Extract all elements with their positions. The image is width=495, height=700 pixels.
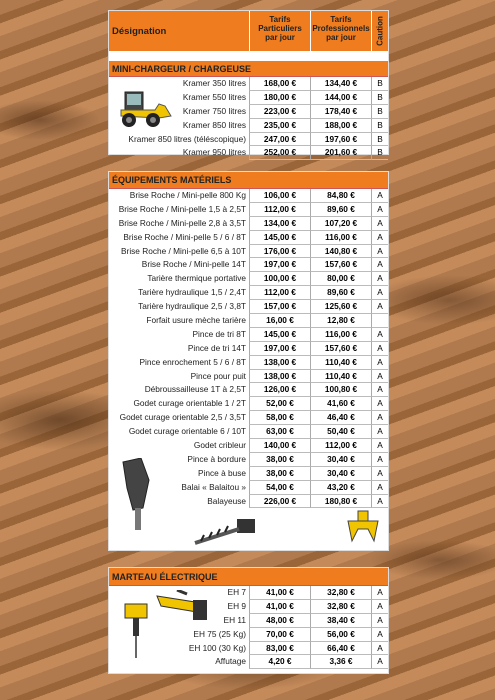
table-row (109, 286, 388, 300)
section-title: ÉQUIPEMENTS MATÉRIELS (109, 172, 388, 189)
caution-code: B (371, 77, 388, 91)
item-name: Tarière hydraulique 2,5 / 3,8T (138, 301, 246, 312)
item-name: Forfait usure mèche tarière (146, 315, 246, 326)
header-designation: Désignation (112, 26, 167, 37)
item-name: Brise Roche / Mini-pelle 6,5 à 10T (121, 245, 246, 256)
table-row (109, 203, 388, 217)
header-part-line3: par jour (265, 33, 295, 42)
caution-code: A (371, 467, 388, 481)
price-professionnels: 116,00 € (310, 328, 371, 342)
price-particuliers: 112,00 € (249, 203, 310, 217)
caution-code: A (371, 300, 388, 314)
table-row (109, 342, 388, 356)
demolition-hammer-image (117, 590, 217, 666)
price-professionnels: 107,20 € (310, 217, 371, 231)
price-professionnels: 157,60 € (310, 258, 371, 272)
item-name: EH 9 (227, 600, 246, 611)
table-row (109, 314, 388, 328)
price-particuliers: 38,00 € (249, 453, 310, 467)
price-particuliers: 145,00 € (249, 328, 310, 342)
caution-code: B (371, 105, 388, 119)
section-title: MARTEAU ÉLECTRIQUE (109, 568, 388, 586)
header-caution (371, 11, 388, 51)
price-particuliers: 145,00 € (249, 231, 310, 245)
caution-code: A (371, 481, 388, 495)
price-professionnels: 32,80 € (310, 586, 371, 600)
item-name: EH 75 (25 Kg) (193, 628, 246, 639)
header-pro-line3: par jour (326, 33, 356, 42)
price-professionnels: 3,36 € (310, 655, 371, 669)
price-professionnels: 180,80 € (310, 495, 371, 509)
price-particuliers: 16,00 € (249, 314, 310, 328)
grab-image (344, 509, 382, 545)
item-name: Godet curage orientable 6 / 10T (128, 426, 246, 437)
caution-code: A (371, 586, 388, 600)
price-particuliers: 100,00 € (249, 272, 310, 286)
price-professionnels: 100,80 € (310, 383, 371, 397)
caution-code: A (371, 245, 388, 259)
section-title: MINI-CHARGEUR / CHARGEUSE (109, 61, 388, 77)
price-particuliers: 168,00 € (249, 77, 310, 91)
caution-code: A (371, 217, 388, 231)
price-professionnels: 12,80 € (310, 314, 371, 328)
caution-code (371, 314, 388, 328)
price-particuliers: 157,00 € (249, 300, 310, 314)
caution-code: A (371, 356, 388, 370)
price-professionnels: 89,60 € (310, 286, 371, 300)
table-row (109, 356, 388, 370)
caution-code: A (371, 495, 388, 509)
price-professionnels: 66,40 € (310, 642, 371, 656)
auger-image (193, 517, 259, 547)
price-professionnels: 46,40 € (310, 411, 371, 425)
item-name: EH 7 (227, 587, 246, 597)
price-professionnels: 80,00 € (310, 272, 371, 286)
price-professionnels: 188,00 € (310, 119, 371, 133)
item-name: Brise Roche / Mini-pelle 2,8 à 3,5T (118, 217, 246, 228)
price-particuliers: 235,00 € (249, 119, 310, 133)
caution-code: A (371, 370, 388, 384)
table-row (109, 258, 388, 272)
price-particuliers: 41,00 € (249, 600, 310, 614)
price-particuliers: 252,00 € (249, 146, 310, 160)
table-row (109, 146, 388, 160)
item-name: EH 100 (30 Kg) (188, 642, 246, 653)
caution-code: A (371, 397, 388, 411)
price-particuliers: 138,00 € (249, 370, 310, 384)
caution-code: A (371, 614, 388, 628)
price-particuliers: 83,00 € (249, 642, 310, 656)
item-name: Brise Roche / Mini-pelle 1,5 à 2,5T (118, 203, 246, 214)
header-caution-label: Caution (375, 16, 385, 46)
table-row (109, 439, 388, 453)
price-professionnels: 84,80 € (310, 189, 371, 203)
caution-code: A (371, 439, 388, 453)
item-name: Balai « Balaitou » (181, 481, 246, 492)
caution-code: B (371, 146, 388, 160)
caution-code: A (371, 203, 388, 217)
header-particuliers (249, 11, 310, 51)
price-professionnels: 41,60 € (310, 397, 371, 411)
price-particuliers: 112,00 € (249, 286, 310, 300)
item-name: Pince de tri 8T (192, 328, 246, 339)
caution-code: A (371, 231, 388, 245)
price-particuliers: 52,00 € (249, 397, 310, 411)
item-name: Godet curage orientable 2,5 / 3,5T (119, 412, 246, 423)
price-particuliers: 176,00 € (249, 245, 310, 259)
price-professionnels: 178,40 € (310, 105, 371, 119)
price-professionnels: 110,40 € (310, 356, 371, 370)
item-name: Pince à bordure (187, 453, 246, 464)
item-name: EH 11 (223, 614, 246, 625)
price-professionnels: 50,40 € (310, 425, 371, 439)
price-professionnels: 56,00 € (310, 628, 371, 642)
price-particuliers: 134,00 € (249, 217, 310, 231)
table-row (109, 397, 388, 411)
price-professionnels: 157,60 € (310, 342, 371, 356)
table-row (109, 425, 388, 439)
table-row (109, 300, 388, 314)
price-particuliers: 247,00 € (249, 133, 310, 147)
caution-code: A (371, 286, 388, 300)
table-row (109, 217, 388, 231)
item-name: Brise Roche / Mini-pelle 5 / 6 / 8T (123, 231, 246, 242)
price-professionnels: 112,00 € (310, 439, 371, 453)
item-name: Pince pour puit (190, 370, 246, 381)
table-row (109, 328, 388, 342)
price-particuliers: 223,00 € (249, 105, 310, 119)
item-name: Godet cribleur (193, 440, 246, 451)
price-professionnels: 116,00 € (310, 231, 371, 245)
table-row (109, 245, 388, 259)
price-particuliers: 63,00 € (249, 425, 310, 439)
header-pro-line2: Professionnels (312, 24, 370, 33)
price-particuliers: 197,00 € (249, 258, 310, 272)
price-professionnels: 43,20 € (310, 481, 371, 495)
item-name: Kramer 750 litres (182, 105, 246, 116)
price-particuliers: 54,00 € (249, 481, 310, 495)
price-professionnels: 89,60 € (310, 203, 371, 217)
column-header-row (109, 11, 388, 51)
price-particuliers: 126,00 € (249, 383, 310, 397)
item-name: Brise Roche / Mini-pelle 14T (141, 259, 246, 270)
header-professionnels (310, 11, 371, 51)
caution-code: A (371, 453, 388, 467)
table-marteau (108, 567, 389, 674)
caution-code: A (371, 272, 388, 286)
caution-code: A (371, 328, 388, 342)
price-particuliers: 180,00 € (249, 91, 310, 105)
price-particuliers: 138,00 € (249, 356, 310, 370)
caution-code: A (371, 425, 388, 439)
price-particuliers: 48,00 € (249, 614, 310, 628)
price-particuliers: 226,00 € (249, 495, 310, 509)
table-row (109, 231, 388, 245)
rock-breaker-image (119, 458, 153, 532)
table-row (109, 189, 388, 203)
price-professionnels: 140,80 € (310, 245, 371, 259)
price-particuliers: 197,00 € (249, 342, 310, 356)
price-particuliers: 58,00 € (249, 411, 310, 425)
table-row (109, 411, 388, 425)
item-name: Kramer 950 litres (182, 147, 246, 158)
price-particuliers: 41,00 € (249, 586, 310, 600)
caution-code: B (371, 133, 388, 147)
item-name: Pince à buse (198, 467, 246, 478)
item-name: Tarière hydraulique 1,5 / 2,4T (138, 287, 246, 298)
price-professionnels: 201,60 € (310, 146, 371, 160)
price-professionnels: 110,40 € (310, 370, 371, 384)
table-row (109, 272, 388, 286)
caution-code: A (371, 642, 388, 656)
wheel-loader-image (115, 86, 173, 128)
table-equipements (108, 171, 389, 551)
table-mini-chargeur (108, 10, 389, 158)
caution-code: A (371, 628, 388, 642)
price-professionnels: 144,00 € (310, 91, 371, 105)
price-particuliers: 4,20 € (249, 655, 310, 669)
table-row (109, 383, 388, 397)
table-row (109, 133, 388, 147)
caution-code: B (371, 91, 388, 105)
item-name: Pince enrochement 5 / 6 / 8T (139, 356, 246, 367)
price-professionnels: 134,40 € (310, 77, 371, 91)
caution-code: A (371, 655, 388, 669)
price-professionnels: 125,60 € (310, 300, 371, 314)
price-professionnels: 197,60 € (310, 133, 371, 147)
caution-code: A (371, 342, 388, 356)
header-part-line2: Particuliers (258, 24, 302, 33)
price-professionnels: 30,40 € (310, 467, 371, 481)
caution-code: B (371, 119, 388, 133)
caution-code: A (371, 189, 388, 203)
item-name: Affutage (215, 656, 246, 667)
item-name: Pince de tri 14T (187, 342, 246, 353)
header-pro-line1: Tarifs (330, 15, 352, 24)
item-name: Godet curage orientable 1 / 2T (133, 398, 246, 409)
item-name: Débroussailleuse 1T à 2,5T (144, 384, 246, 395)
price-professionnels: 32,80 € (310, 600, 371, 614)
item-name: Balayeuse (207, 495, 246, 506)
price-particuliers: 70,00 € (249, 628, 310, 642)
caution-code: A (371, 383, 388, 397)
item-name: Kramer 850 litres (182, 119, 246, 130)
caution-code: A (371, 411, 388, 425)
item-name: Kramer 550 litres (182, 91, 246, 102)
price-particuliers: 106,00 € (249, 189, 310, 203)
table-row (109, 370, 388, 384)
item-name: Tarière thermique portative (147, 273, 246, 284)
item-name: Kramer 850 litres (téléscopique) (128, 133, 246, 144)
header-part-line1: Tarifs (269, 15, 291, 24)
price-particuliers: 140,00 € (249, 439, 310, 453)
price-particuliers: 38,00 € (249, 467, 310, 481)
price-professionnels: 30,40 € (310, 453, 371, 467)
price-professionnels: 38,40 € (310, 614, 371, 628)
caution-code: A (371, 600, 388, 614)
caution-code: A (371, 258, 388, 272)
item-name: Brise Roche / Mini-pelle 800 Kg (129, 190, 246, 200)
item-name: Kramer 350 litres (182, 78, 246, 88)
